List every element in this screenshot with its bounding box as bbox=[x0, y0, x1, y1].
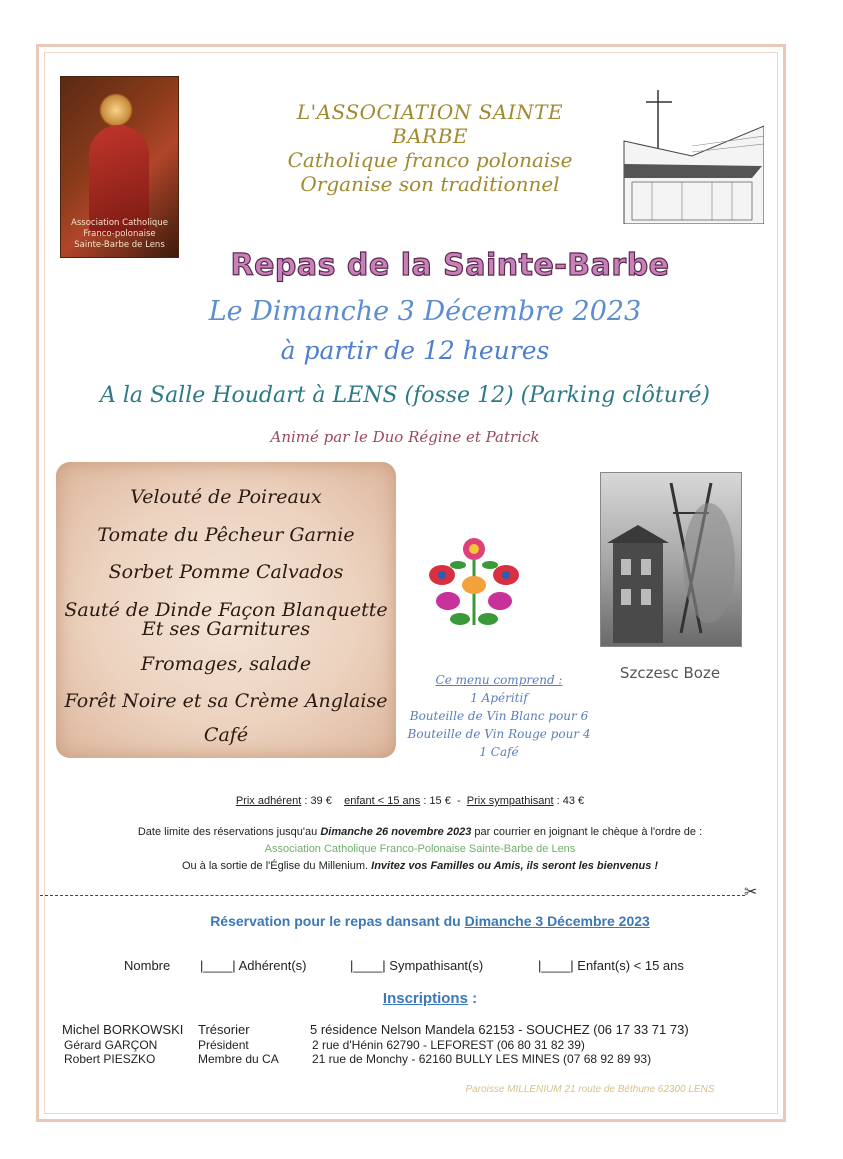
price-line bbox=[150, 795, 670, 807]
event-date: Le Dimanche 3 Décembre 2023 bbox=[208, 296, 642, 327]
assoc-line: BARBE bbox=[392, 124, 468, 148]
menu-includes-item: Bouteille de Vin Rouge pour 4 bbox=[407, 727, 591, 741]
saint-caption-line: Sainte-Barbe de Lens bbox=[74, 240, 165, 250]
scissors-icon: ✂ bbox=[744, 882, 758, 901]
cut-line bbox=[40, 895, 745, 896]
nombre-label: Nombre bbox=[124, 958, 171, 973]
inscriptions-colon: : bbox=[467, 990, 478, 1007]
menu-item: Fromages, salade bbox=[140, 653, 312, 675]
adherents-field[interactable]: |____| Adhérent(s) bbox=[200, 958, 307, 973]
info-text: par courrier en joignant le chèque à l'ordre de : bbox=[471, 826, 703, 838]
menu-item: Forêt Noire et sa Crème Anglaise bbox=[64, 690, 388, 712]
menu-item: Café bbox=[203, 724, 249, 746]
halo-shape bbox=[99, 93, 133, 127]
mine-headframe-drawing bbox=[601, 473, 741, 646]
menu-item: Sauté de Dinde Façon Blanquette bbox=[64, 599, 388, 621]
event-title: Repas de la Sainte-Barbe bbox=[230, 248, 670, 283]
menu-parchment bbox=[56, 462, 396, 758]
menu-item: Et ses Garnitures bbox=[141, 618, 311, 640]
menu-includes-title: Ce menu comprend : bbox=[435, 673, 563, 687]
menu-includes bbox=[404, 671, 594, 761]
contact-address: 5 résidence Nelson Mandela 62153 - SOUCHEZ (06 17 33 71 73) bbox=[310, 1022, 689, 1037]
mine-headframe-photo bbox=[600, 472, 742, 647]
contact-role: Président bbox=[198, 1038, 249, 1052]
contact-address: 2 rue d'Hénin 62790 - LEFOREST (06 80 31 82 39) bbox=[312, 1038, 585, 1052]
saint-caption-line: Association Catholique bbox=[71, 218, 168, 228]
inscriptions-label: Inscriptions bbox=[382, 990, 468, 1007]
price-sympathisant-value: : 43 € bbox=[556, 795, 585, 807]
menu-includes-item: 1 Café bbox=[479, 745, 519, 759]
deadline-date: Dimanche 26 novembre 2023 bbox=[320, 826, 472, 838]
contact-role: Trésorier bbox=[198, 1022, 250, 1037]
menu-item: Velouté de Poireaux bbox=[130, 486, 322, 508]
menu-item: Tomate du Pêcheur Garnie bbox=[97, 524, 355, 546]
sympathisants-field[interactable]: |____| Sympathisant(s) bbox=[350, 958, 484, 973]
price-separator: - bbox=[456, 795, 461, 807]
photo-caption: Szczesc Boze bbox=[619, 664, 721, 682]
menu-item: Sorbet Pomme Calvados bbox=[108, 561, 344, 583]
folk-flower-ornament bbox=[424, 535, 524, 630]
invitation-text: Invitez vos Familles ou Amis, ils seront les bienvenus ! bbox=[371, 860, 659, 872]
payee-name: Association Catholique Franco-Polonaise Sainte-Barbe de Lens bbox=[264, 843, 576, 855]
reservation-info bbox=[50, 824, 790, 875]
price-enfant-value: : 15 € bbox=[423, 795, 451, 807]
saint-image-caption bbox=[65, 218, 174, 251]
event-time: à partir de 12 heures bbox=[280, 336, 550, 365]
inscriptions-heading bbox=[300, 990, 560, 1007]
info-text: Ou à la sortie de l'Église du Millenium. bbox=[181, 860, 372, 872]
price-sympathisant-label: Prix sympathisant bbox=[466, 795, 554, 807]
info-line-church bbox=[50, 858, 790, 875]
saint-caption-line: Franco-polonaise bbox=[83, 229, 156, 239]
contact-name: Michel BORKOWSKI bbox=[62, 1022, 184, 1037]
assoc-line: L'ASSOCIATION SAINTE bbox=[296, 100, 564, 124]
info-text: Date limite des réservations jusqu'au bbox=[137, 826, 321, 838]
assoc-line: Catholique franco polonaise bbox=[287, 148, 573, 172]
saint-barbe-image bbox=[60, 76, 179, 258]
enfants-field[interactable]: |____| Enfant(s) < 15 ans bbox=[538, 958, 684, 973]
association-header bbox=[230, 100, 630, 196]
event-place: A la Salle Houdart à LENS (fosse 12) (Parking clôturé) bbox=[99, 383, 711, 408]
contact-role: Membre du CA bbox=[198, 1052, 279, 1066]
contact-name: Gérard GARÇON bbox=[64, 1038, 158, 1052]
reservation-title bbox=[150, 913, 710, 929]
price-enfant-label: enfant < 15 ans bbox=[344, 795, 421, 807]
church-sketch-image bbox=[622, 86, 764, 224]
menu-includes-item: Bouteille de Vin Blanc pour 6 bbox=[409, 709, 589, 723]
contact-address: 21 rue de Monchy - 62160 BULLY LES MINES (07 68 92 89 93) bbox=[312, 1052, 652, 1066]
reservation-title-date: Dimanche 3 Décembre 2023 bbox=[464, 913, 650, 929]
reservation-title-text: Réservation pour le repas dansant du bbox=[210, 913, 465, 929]
event-animation: Animé par le Duo Régine et Patrick bbox=[270, 428, 540, 446]
assoc-line: Organise son traditionnel bbox=[300, 172, 560, 196]
contact-name: Robert PIESZKO bbox=[64, 1052, 156, 1066]
menu-includes-item: 1 Apéritif bbox=[470, 691, 528, 705]
price-adherent-value: : 39 € bbox=[304, 795, 332, 807]
info-line-deadline bbox=[50, 824, 790, 841]
price-adherent-label: Prix adhérent bbox=[235, 795, 302, 807]
parish-footer: Paroisse MILLENIUM 21 route de Béthune 62300 LENS bbox=[465, 1084, 715, 1095]
